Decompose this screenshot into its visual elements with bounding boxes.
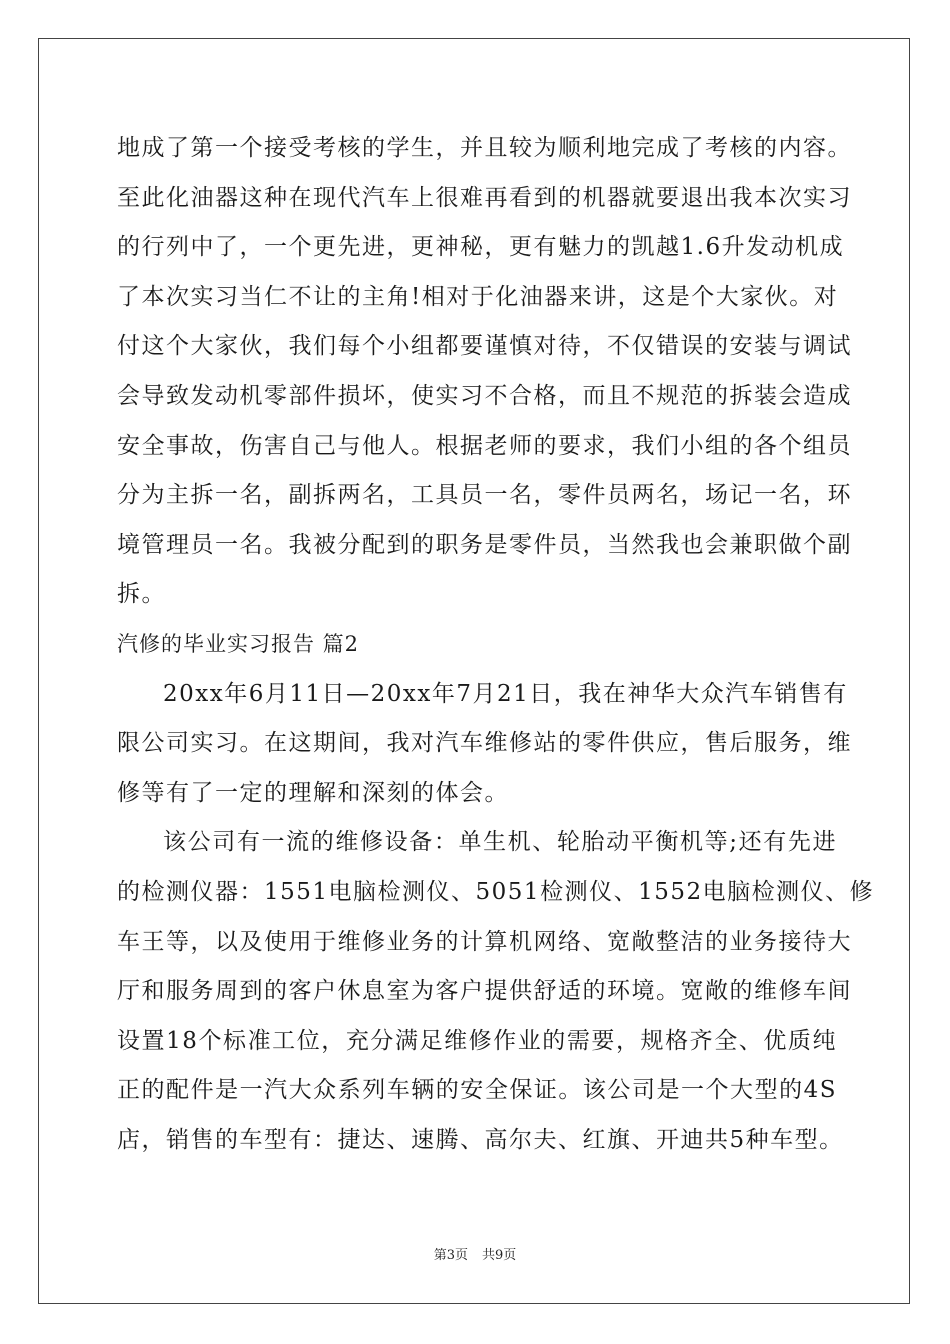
- text-line: 付这个大家伙，我们每个小组都要谨慎对待，不仅错误的安装与调试: [117, 333, 852, 360]
- text-line: 限公司实习。在这期间，我对汽车维修站的零件供应，售后服务，维: [117, 730, 852, 757]
- page-number: 第3页: [433, 1248, 468, 1263]
- text-line: 店，销售的车型有：捷达、速腾、高尔夫、红旗、开迪共5种车型。: [117, 1126, 844, 1153]
- text-line: 的行列中了，一个更先进，更神秘，更有魅力的凯越1.6升发动机成: [117, 234, 845, 261]
- text-line: 厅和服务周到的客户休息室为客户提供舒适的环境。宽敞的维修车间: [117, 978, 852, 1005]
- section-heading: 汽修的毕业实习报告 篇2: [117, 631, 360, 656]
- text-line: 20xx年6月11日—20xx年7月21日，我在神华大众汽车销售有: [163, 680, 848, 707]
- total-pages: 共9页: [482, 1248, 517, 1263]
- page-footer: [0, 1244, 950, 1263]
- text-line: 正的配件是一汽大众系列车辆的安全保证。该公司是一个大型的4S: [117, 1077, 837, 1104]
- text-line: 修等有了一定的理解和深刻的体会。: [117, 779, 509, 806]
- text-line: 该公司有一流的维修设备：单生机、轮胎动平衡机等;还有先进: [163, 829, 837, 856]
- paragraph-2: [117, 674, 852, 823]
- text-line: 至此化油器这种在现代汽车上很难再看到的机器就要退出我本次实习: [117, 184, 852, 211]
- paragraph-3: [117, 822, 875, 1169]
- text-line: 设置18个标准工位，充分满足维修作业的需要，规格齐全、优质纯: [117, 1027, 837, 1054]
- text-line: 安全事故，伤害自己与他人。根据老师的要求，我们小组的各个组员: [117, 432, 852, 459]
- text-line: 境管理员一名。我被分配到的职务是零件员，当然我也会兼职做个副: [117, 531, 852, 558]
- document-body: [117, 128, 875, 1169]
- text-line: 车王等，以及使用于维修业务的计算机网络、宽敞整洁的业务接待大: [117, 928, 852, 955]
- text-line: 的检测仪器：1551电脑检测仪、5051检测仪、1552电脑检测仪、修: [117, 878, 875, 905]
- paragraph-1: [117, 128, 852, 624]
- text-line: 了本次实习当仁不让的主角!相对于化油器来讲，这是个大家伙。对: [117, 283, 839, 310]
- text-line: 会导致发动机零部件损坏，使实习不合格，而且不规范的拆装会造成: [117, 382, 852, 409]
- text-line: 分为主拆一名，副拆两名，工具员一名，零件员两名，场记一名，环: [117, 482, 852, 509]
- text-line: 拆。: [117, 581, 166, 608]
- text-line: 地成了第一个接受考核的学生，并且较为顺利地完成了考核的内容。: [117, 135, 852, 161]
